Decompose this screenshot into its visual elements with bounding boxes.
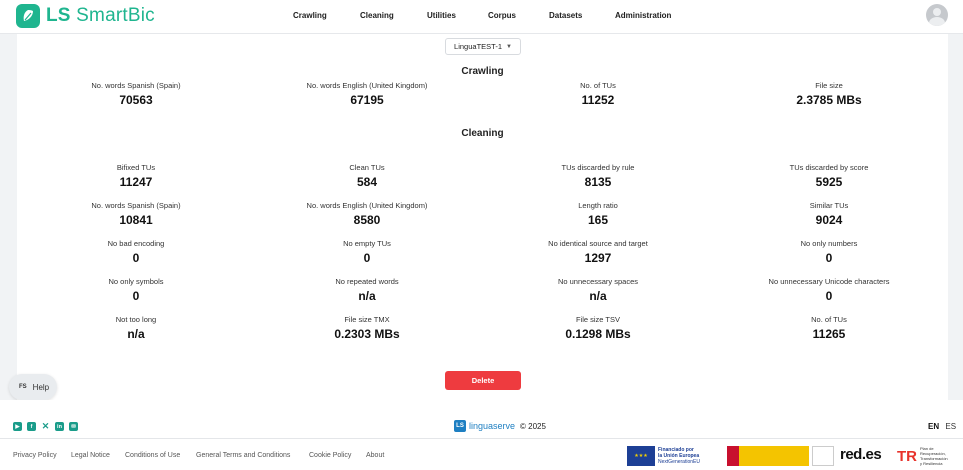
stat-value: n/a	[589, 289, 607, 303]
stat-crawl-words-spanish	[36, 81, 236, 107]
stat-value: n/a	[358, 289, 376, 303]
spain-government-logo	[727, 444, 835, 468]
footer	[0, 400, 963, 470]
stat-label: No identical source and target	[548, 239, 648, 248]
chevron-down-icon: ▼	[506, 43, 512, 50]
stat-file-size-tsv	[498, 315, 698, 341]
stat-label: No. words English (United Kingdom)	[306, 81, 428, 90]
stat-not-too-long	[36, 315, 236, 341]
link-privacy-policy[interactable]: Privacy Policy	[13, 452, 57, 459]
stat-value: 0	[825, 251, 833, 265]
stat-crawl-words-english	[267, 81, 467, 107]
stat-value: 11252	[581, 93, 615, 107]
stat-value: 0	[132, 251, 140, 265]
dataset-stats-panel	[17, 34, 948, 400]
nav-utilities[interactable]: Utilities	[427, 11, 456, 20]
stat-label: No only numbers	[800, 239, 858, 248]
language-switcher	[928, 422, 956, 431]
prtr-text-line: Transformación	[920, 456, 948, 461]
nav-cleaning[interactable]: Cleaning	[360, 11, 394, 20]
stat-label: TUs discarded by rule	[561, 163, 635, 172]
help-label: Help	[32, 382, 50, 392]
footer-divider	[0, 438, 963, 439]
facebook-icon[interactable]: f	[27, 422, 36, 431]
stat-length-ratio	[498, 201, 698, 227]
stat-value: 0.2303 MBs	[334, 327, 400, 341]
stat-no-unnecessary-spaces	[498, 277, 698, 303]
stat-value: 70563	[119, 93, 153, 107]
stat-label: Bifixed TUs	[116, 163, 156, 172]
stat-crawl-tus	[498, 81, 698, 107]
prtr-text-line: y Resiliencia	[920, 461, 943, 466]
stat-no-only-numbers	[729, 239, 929, 265]
crawling-title: Crawling	[461, 66, 504, 77]
dataset-select-value: LinguaTEST-1	[454, 42, 502, 51]
stat-label: Length ratio	[578, 201, 618, 210]
stat-no-repeated-words	[267, 277, 467, 303]
prtr-text-line: Recuperación,	[920, 451, 946, 456]
link-about[interactable]: About	[366, 452, 385, 459]
prtr-text	[920, 446, 948, 466]
link-legal-notice[interactable]: Legal Notice	[71, 452, 110, 459]
lang-es[interactable]: ES	[945, 422, 957, 431]
stat-discarded-by-rule	[498, 163, 698, 189]
stat-value: 584	[356, 175, 378, 189]
linguaserve-name: linguaserve	[469, 421, 516, 431]
stat-label: No. words Spanish (Spain)	[91, 201, 181, 210]
stat-label: No unnecessary Unicode characters	[768, 277, 890, 286]
stat-value: 0	[363, 251, 371, 265]
stat-label: No only symbols	[108, 277, 164, 286]
stat-value: 5925	[815, 175, 843, 189]
stat-label: File size TSV	[575, 315, 621, 324]
link-cookie-policy[interactable]: Cookie Policy	[309, 452, 352, 459]
stat-label: No. words Spanish (Spain)	[91, 81, 181, 90]
eu-text-line: NextGenerationEU	[658, 459, 700, 465]
stat-value: 9024	[815, 213, 843, 227]
stat-file-size-tmx	[267, 315, 467, 341]
link-general-terms[interactable]: General Terms and Conditions	[196, 452, 291, 459]
government-emblem	[727, 446, 809, 466]
stat-value: 10841	[119, 213, 153, 227]
eu-flag-icon: ★★★	[627, 446, 655, 466]
prtr-text-line: Plan de	[920, 446, 934, 451]
logo-text-bold: LS	[46, 5, 71, 26]
stat-no-empty-tus	[267, 239, 467, 265]
stat-value: 2.3785 MBs	[796, 93, 862, 107]
stat-value: 67195	[350, 93, 384, 107]
social-links	[13, 422, 78, 431]
stat-label: No. words English (United Kingdom)	[306, 201, 428, 210]
stat-clean-words-spanish	[36, 201, 236, 227]
prtr-mark: TR	[897, 447, 917, 465]
linguaserve-brand[interactable]	[454, 420, 546, 432]
stat-label: Not too long	[115, 315, 157, 324]
stat-value: 0.1298 MBs	[565, 327, 631, 341]
eu-funding-logo	[627, 444, 711, 468]
linkedin-icon[interactable]: in	[55, 422, 64, 431]
eu-funding-text	[658, 447, 700, 465]
stat-label: No. of TUs	[580, 81, 616, 90]
stat-value: 11265	[812, 327, 846, 341]
dataset-select[interactable]	[445, 38, 521, 55]
stat-label: File size TMX	[344, 315, 390, 324]
stat-label: TUs discarded by score	[789, 163, 869, 172]
lang-en[interactable]: EN	[928, 422, 940, 431]
stat-value: n/a	[127, 327, 145, 341]
help-icon: FS	[19, 384, 27, 390]
stat-label: Similar TUs	[809, 201, 849, 210]
stat-bifixed-tus	[36, 163, 236, 189]
nav-administration[interactable]: Administration	[615, 11, 672, 20]
stat-clean-words-english	[267, 201, 467, 227]
stat-value: 8580	[353, 213, 381, 227]
stat-value: 8135	[584, 175, 612, 189]
stat-label: No repeated words	[335, 277, 399, 286]
stat-value: 11247	[119, 175, 153, 189]
mail-icon[interactable]: ✉	[69, 422, 78, 431]
nav-crawling[interactable]: Crawling	[293, 11, 327, 20]
stat-no-only-symbols	[36, 277, 236, 303]
stat-no-bad-encoding	[36, 239, 236, 265]
nav-datasets[interactable]: Datasets	[549, 11, 583, 20]
main-nav	[0, 11, 963, 25]
stat-label: No unnecessary spaces	[557, 277, 639, 286]
stat-label: File size	[815, 81, 843, 90]
link-conditions-of-use[interactable]: Conditions of Use	[125, 452, 181, 459]
delete-button[interactable]: Delete	[445, 371, 521, 390]
stat-discarded-by-score	[729, 163, 929, 189]
stat-clean-tus-count	[729, 315, 929, 341]
youtube-icon[interactable]: ▶	[13, 422, 22, 431]
x-icon[interactable]: ✕	[41, 421, 50, 431]
stat-crawl-file-size	[729, 81, 929, 107]
stat-label: No empty TUs	[343, 239, 391, 248]
stat-label: Clean TUs	[349, 163, 385, 172]
red-es-logo: red.es	[840, 446, 882, 463]
government-secondary-emblem	[812, 446, 834, 466]
stat-no-unnecessary-unicode	[729, 277, 929, 303]
eu-text-line: Financiado por	[658, 447, 694, 453]
logo-text-light: SmartBic	[76, 5, 155, 26]
linguaserve-logo-icon: LS	[454, 420, 466, 432]
stat-value: 1297	[584, 251, 612, 265]
user-avatar[interactable]	[926, 4, 948, 26]
stat-label: No bad encoding	[107, 239, 165, 248]
stat-value: 165	[587, 213, 609, 227]
recovery-plan-logo	[897, 444, 957, 468]
stat-label: No. of TUs	[811, 315, 847, 324]
nav-corpus[interactable]: Corpus	[488, 11, 516, 20]
stat-similar-tus	[729, 201, 929, 227]
cleaning-title: Cleaning	[461, 128, 504, 139]
copyright-text: © 2025	[520, 421, 546, 431]
eu-text-line: la Unión Europea	[658, 453, 700, 459]
stat-clean-tus	[267, 163, 467, 189]
help-button[interactable]	[9, 374, 57, 400]
stat-value: 0	[825, 289, 833, 303]
top-header	[0, 0, 963, 34]
stat-value: 0	[132, 289, 140, 303]
stat-no-identical-source-target	[498, 239, 698, 265]
